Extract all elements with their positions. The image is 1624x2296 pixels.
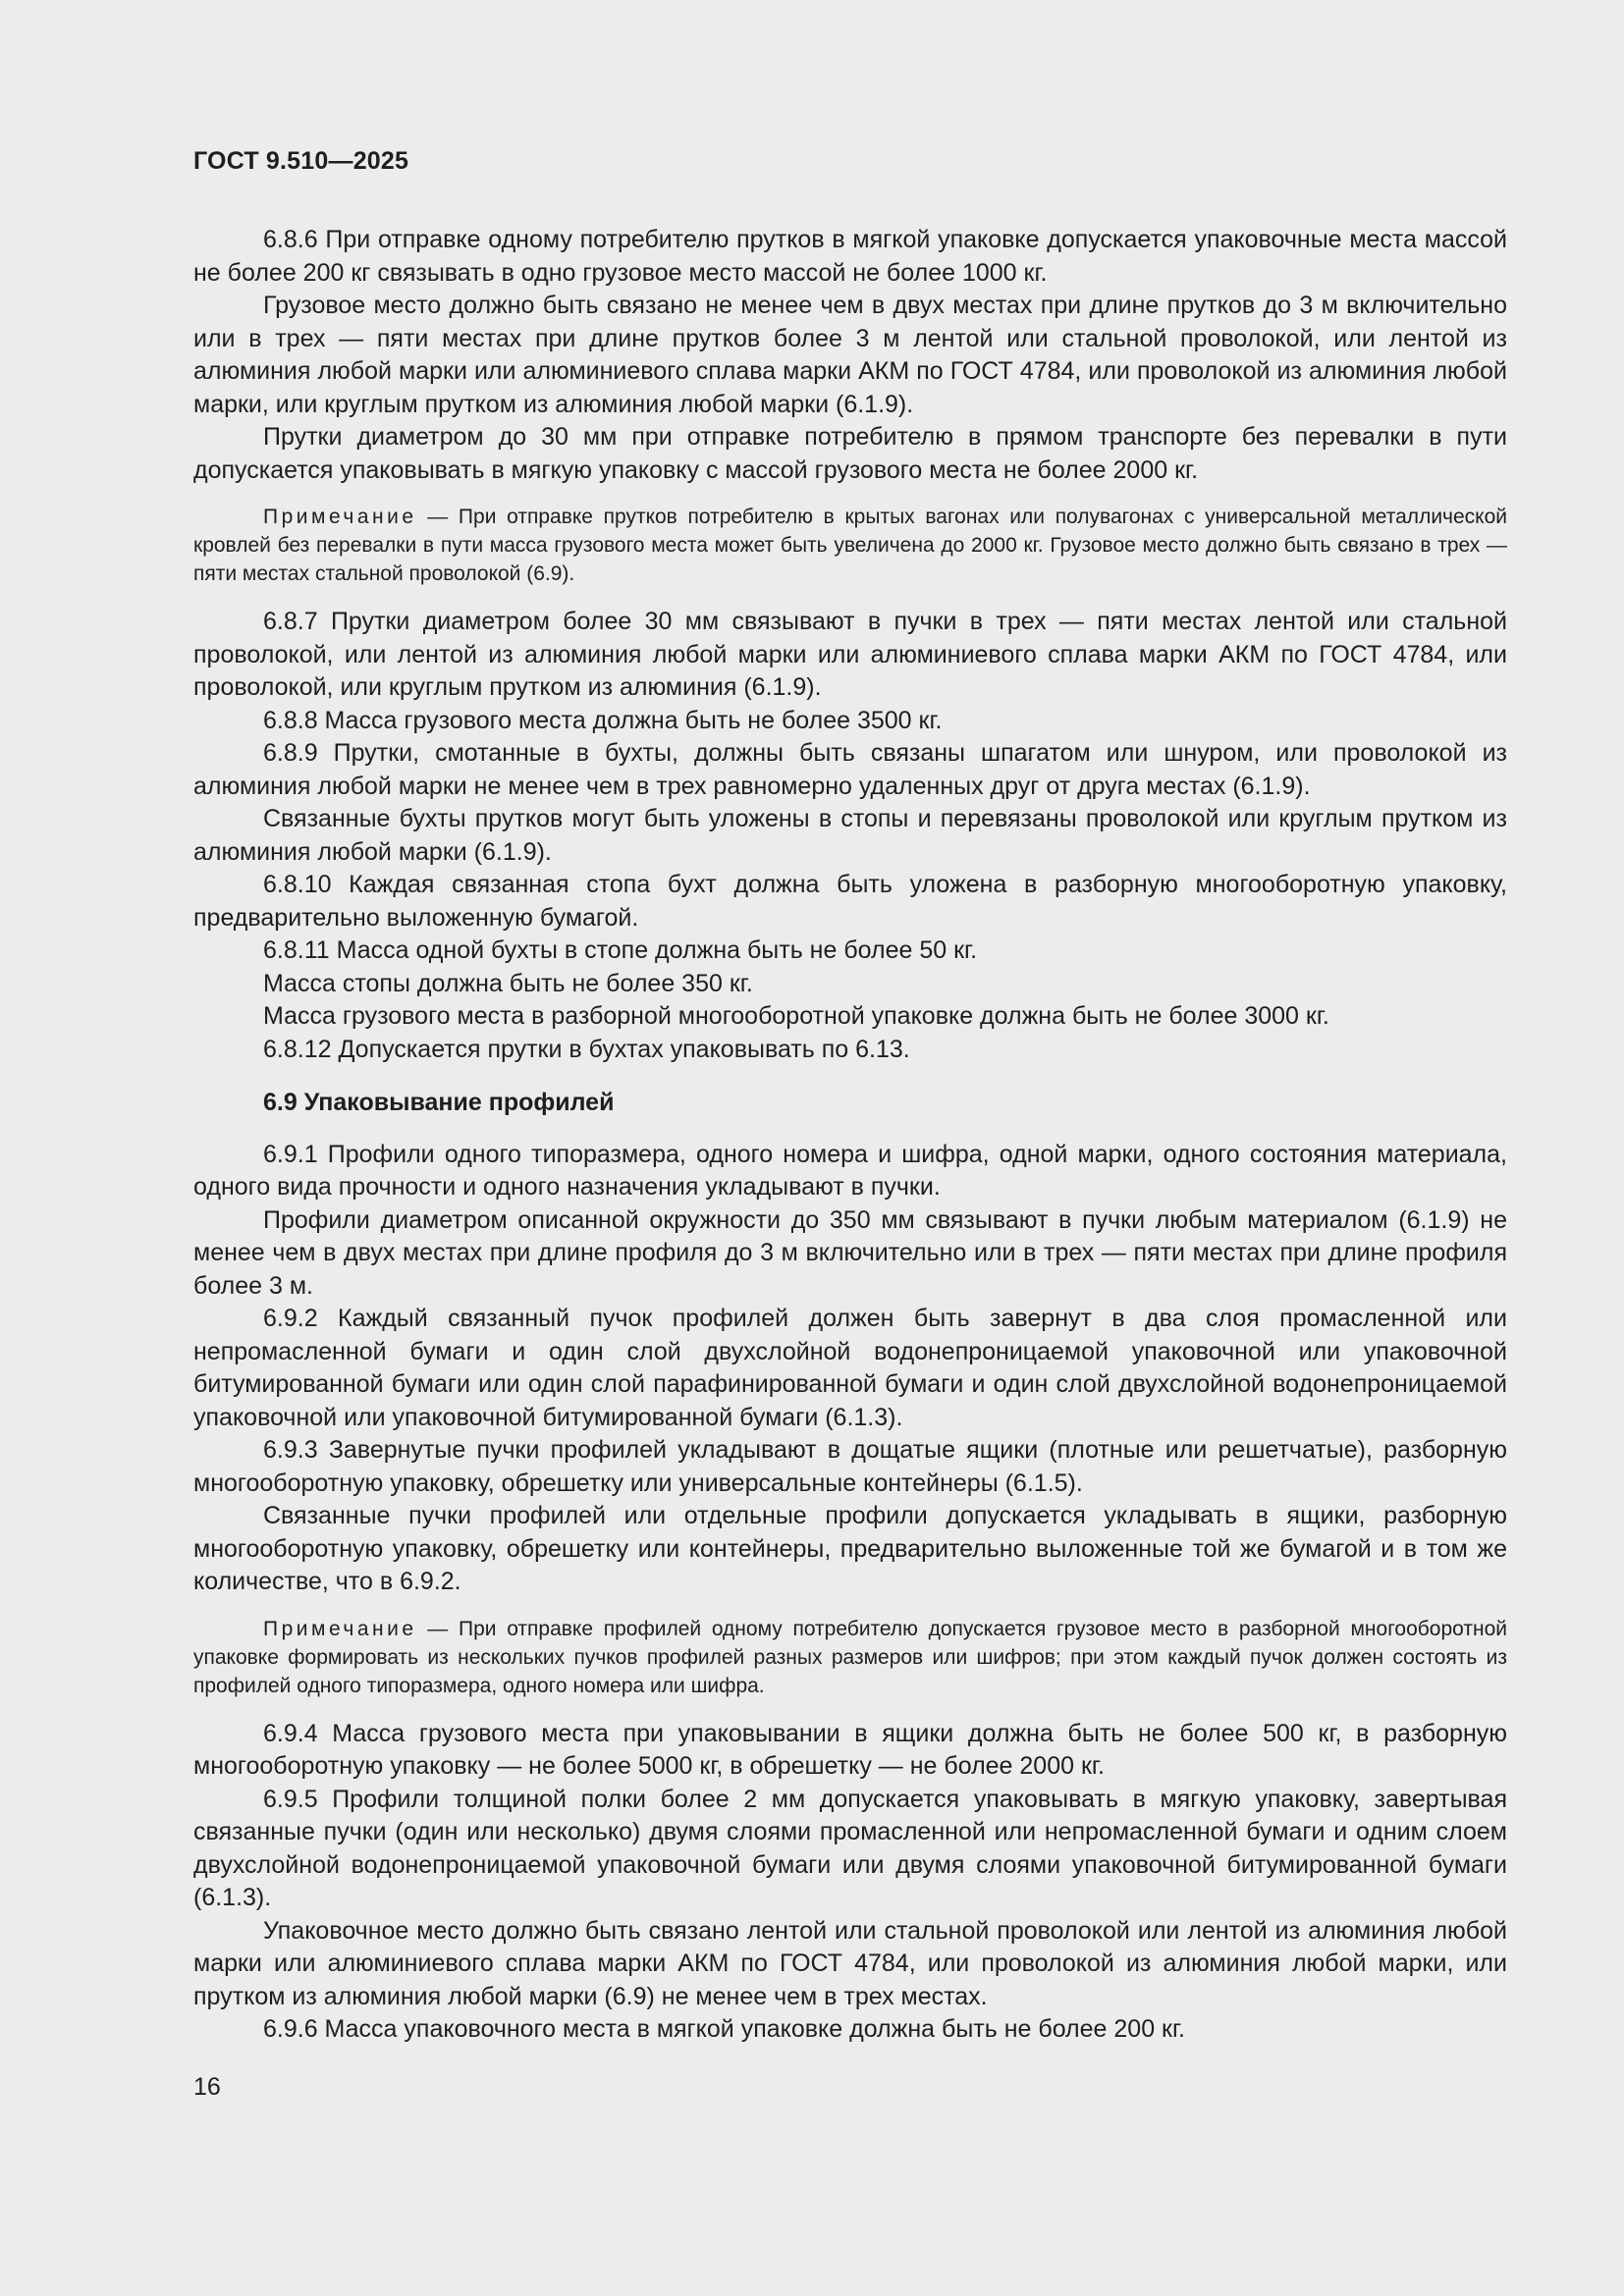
document-header: ГОСТ 9.510—2025: [193, 147, 409, 175]
paragraph: Упаковочное место должно быть связано лентой или стальной проволокой или лентой из алюминия любой марки или алюминиевого сплава марки АКМ по ГОСТ 4784, или проволокой из алюминия любой марки, или прутком из алюминия любой марки (6.9) не менее чем в трех местах.: [193, 1916, 1507, 2010]
page-body: [193, 224, 1507, 2047]
paragraph: 6.9.6 Масса упаковочного места в мягкой упаковке должна быть не более 200 кг.: [263, 2015, 1186, 2043]
paragraph: Масса грузового места в разборной многооборотной упаковке должна быть не более 3000 кг.: [263, 1002, 1329, 1030]
paragraph: 6.9.1 Профили одного типоразмера, одного номера и шифра, одной марки, одного состояния материала, одного вида прочности и одного назначения укладывают в пучки.: [193, 1140, 1507, 1201]
paragraph: 6.9.2 Каждый связанный пучок профилей должен быть завернут в два слоя промасленной или непромасленной бумаги и один слой двухслойной водонепроницаемой упаковочной или упаковочной битумированной бумаги или один слой парафинированной бумаги и один слой двухслойной водонепроницаемой упаковочной или упаковочной битумированной бумаги (6.1.3).: [193, 1305, 1507, 1431]
paragraph: 6.9.5 Профили толщиной полки более 2 мм допускается упаковывать в мягкую упаковку, завертывая связанные пучки (один или несколько) двумя слоями промасленной или непромасленной бумаги и одним слоем двухслойной водонепроницаемой упаковочной бумаги или двумя слоями упаковочной битумированной бумаги (6.1.3).: [193, 1785, 1507, 1911]
paragraph: 6.8.7 Прутки диаметром более 30 мм связывают в пучки в трех — пяти местах лентой или стальной проволокой, или лентой из алюминия любой марки или алюминиевого сплава марки АКМ по ГОСТ 4784, или проволокой, или круглым прутком из алюминия (6.1.9).: [193, 608, 1507, 701]
paragraph: 6.8.12 Допускается прутки в бухтах упаковывать по 6.13.: [263, 1035, 910, 1063]
section-heading: 6.9 Упаковывание профилей: [263, 1089, 615, 1116]
paragraph: Связанные пучки профилей или отдельные профили допускается укладывать в ящики, разборную многооборотную упаковку, обрешетку или контейнеры, предварительно выложенные той же бумагой и в том же количестве, что в 6.9.2.: [193, 1502, 1507, 1595]
paragraph: Прутки диаметром до 30 мм при отправке потребителю в прямом транспорте без перевалки в пути допускается упаковывать в мягкую упаковку с массой грузового места не более 2000 кг.: [193, 423, 1507, 484]
note-text: — При отправке профилей одному потребителю допускается грузовое место в разборной многооборотной упаковке формировать из нескольких пучков профилей разных размеров или шифров; при этом каждый пучок должен состоять из профилей одного типоразмера, одного номера или шифра.: [193, 1617, 1507, 1697]
note-label: Примечание: [263, 506, 417, 528]
paragraph: 6.9.3 Завернутые пучки профилей укладывают в дощатые ящики (плотные или решетчатые), разборную многооборотную упаковку, обрешетку или универсальные контейнеры (6.1.5).: [193, 1436, 1507, 1497]
paragraph: 6.8.9 Прутки, смотанные в бухты, должны быть связаны шпагатом или шнуром, или проволокой из алюминия любой марки не менее чем в трех равномерно удаленных друг от друга местах (6.1.9).: [193, 739, 1507, 800]
note: [193, 1615, 1507, 1700]
paragraph: 6.8.6 При отправке одному потребителю прутков в мягкой упаковке допускается упаковочные места массой не более 200 кг связывать в одно грузовое место массой не более 1000 кг.: [193, 226, 1507, 287]
paragraph: Грузовое место должно быть связано не менее чем в двух местах при длине прутков до 3 м включительно или в трех — пяти местах при длине прутков более 3 м лентой или стальной проволокой, или лентой из алюминия любой марки или алюминиевого сплава марки АКМ по ГОСТ 4784, или проволокой из алюминия любой марки, или круглым прутком из алюминия любой марки (6.1.9).: [193, 292, 1507, 418]
paragraph: Масса стопы должна быть не более 350 кг.: [263, 969, 753, 997]
paragraph: 6.8.10 Каждая связанная стопа бухт должна быть уложена в разборную многооборотную упаковку, предварительно выложенную бумагой.: [193, 871, 1507, 932]
note-label: Примечание: [263, 1617, 417, 1640]
paragraph: Связанные бухты прутков могут быть уложены в стопы и перевязаны проволокой или круглым прутком из алюминия любой марки (6.1.9).: [193, 805, 1507, 866]
paragraph: 6.9.4 Масса грузового места при упаковывании в ящики должна быть не более 500 кг, в разборную многооборотную упаковку — не более 5000 кг, в обрешетку — не более 2000 кг.: [193, 1719, 1507, 1780]
note-text: — При отправке прутков потребителю в крытых вагонах или полувагонах с универсальной металлической кровлей без перевалки в пути масса грузового места может быть увеличена до 2000 кг. Грузовое место должно быть связано в трех — пяти местах стальной проволокой (6.9).: [193, 506, 1507, 585]
paragraph: Профили диаметром описанной окружности до 350 мм связывают в пучки любым материалом (6.1.9) не менее чем в двух местах при длине профиля до 3 м включительно или в трех — пяти местах при длине профиля более 3 м.: [193, 1205, 1507, 1300]
paragraph: 6.8.8 Масса грузового места должна быть не более 3500 кг.: [263, 706, 943, 734]
page-number: 16: [193, 2073, 221, 2101]
note: [193, 503, 1507, 588]
paragraph: 6.8.11 Масса одной бухты в стопе должна быть не более 50 кг.: [263, 936, 978, 964]
